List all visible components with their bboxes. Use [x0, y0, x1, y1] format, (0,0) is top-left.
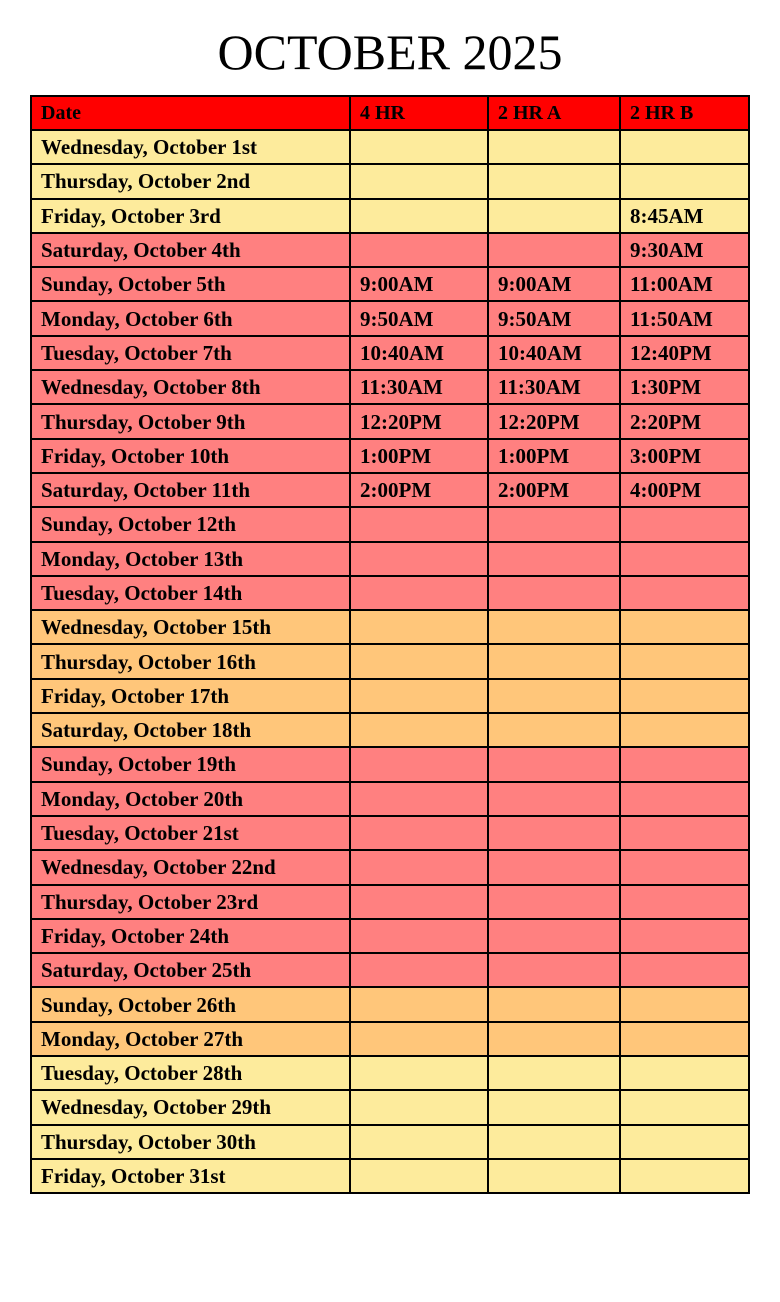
two-hr-b-cell: [620, 1159, 749, 1193]
two-hr-b-cell: [620, 610, 749, 644]
table-row: [31, 953, 749, 987]
two-hr-a-cell: [488, 919, 620, 953]
two-hr-b-cell: [620, 953, 749, 987]
two-hr-b-cell: [620, 130, 749, 164]
table-row: [31, 1125, 749, 1159]
table-row: [31, 644, 749, 678]
date-cell: Saturday, October 4th: [31, 233, 350, 267]
two-hr-b-cell: 1:30PM: [620, 370, 749, 404]
date-cell: Tuesday, October 14th: [31, 576, 350, 610]
two-hr-a-cell: [488, 747, 620, 781]
two-hr-a-cell: [488, 1159, 620, 1193]
four-hr-cell: [350, 164, 488, 198]
date-cell: Sunday, October 12th: [31, 507, 350, 541]
four-hr-cell: [350, 987, 488, 1021]
four-hr-cell: [350, 816, 488, 850]
four-hr-cell: [350, 885, 488, 919]
table-row: [31, 713, 749, 747]
table-row: [31, 507, 749, 541]
two-hr-b-cell: [620, 1022, 749, 1056]
four-hr-cell: [350, 713, 488, 747]
four-hr-cell: [350, 1056, 488, 1090]
table-row: [31, 267, 749, 301]
date-cell: Monday, October 20th: [31, 782, 350, 816]
date-cell: Friday, October 10th: [31, 439, 350, 473]
date-cell: Tuesday, October 7th: [31, 336, 350, 370]
table-row: [31, 164, 749, 198]
four-hr-cell: [350, 1022, 488, 1056]
two-hr-a-cell: 12:20PM: [488, 404, 620, 438]
four-hr-cell: [350, 850, 488, 884]
date-cell: Wednesday, October 29th: [31, 1090, 350, 1124]
two-hr-b-cell: 11:50AM: [620, 301, 749, 335]
date-cell: Monday, October 13th: [31, 542, 350, 576]
two-hr-a-cell: [488, 576, 620, 610]
two-hr-a-cell: [488, 885, 620, 919]
schedule-body: [31, 130, 749, 1193]
schedule-table: [30, 95, 750, 1194]
table-row: [31, 370, 749, 404]
table-row: [31, 816, 749, 850]
two-hr-a-cell: [488, 850, 620, 884]
two-hr-a-cell: 10:40AM: [488, 336, 620, 370]
four-hr-cell: [350, 542, 488, 576]
table-row: [31, 850, 749, 884]
four-hr-cell: [350, 199, 488, 233]
table-row: [31, 1090, 749, 1124]
four-hr-cell: [350, 576, 488, 610]
four-hr-cell: [350, 507, 488, 541]
four-hr-cell: [350, 782, 488, 816]
two-hr-a-cell: [488, 1090, 620, 1124]
table-row: [31, 782, 749, 816]
four-hr-cell: [350, 130, 488, 164]
two-hr-b-cell: [620, 164, 749, 198]
two-hr-a-cell: [488, 233, 620, 267]
two-hr-a-cell: [488, 1022, 620, 1056]
page-title: OCTOBER 2025: [217, 24, 563, 80]
two-hr-b-cell: [620, 816, 749, 850]
four-hr-cell: [350, 1159, 488, 1193]
two-hr-a-cell: 1:00PM: [488, 439, 620, 473]
table-row: [31, 301, 749, 335]
two-hr-b-cell: [620, 919, 749, 953]
two-hr-a-cell: 11:30AM: [488, 370, 620, 404]
column-header-4hr: 4 HR: [350, 96, 488, 130]
table-row: [31, 610, 749, 644]
two-hr-a-cell: [488, 542, 620, 576]
two-hr-a-cell: [488, 713, 620, 747]
two-hr-b-cell: 12:40PM: [620, 336, 749, 370]
two-hr-a-cell: [488, 164, 620, 198]
table-row: [31, 439, 749, 473]
two-hr-b-cell: [620, 885, 749, 919]
two-hr-b-cell: 9:30AM: [620, 233, 749, 267]
four-hr-cell: [350, 644, 488, 678]
four-hr-cell: 11:30AM: [350, 370, 488, 404]
four-hr-cell: [350, 919, 488, 953]
two-hr-b-cell: [620, 679, 749, 713]
two-hr-b-cell: [620, 576, 749, 610]
two-hr-a-cell: [488, 507, 620, 541]
two-hr-b-cell: [620, 987, 749, 1021]
table-row: [31, 919, 749, 953]
four-hr-cell: 12:20PM: [350, 404, 488, 438]
two-hr-b-cell: [620, 713, 749, 747]
date-cell: Wednesday, October 15th: [31, 610, 350, 644]
two-hr-a-cell: [488, 610, 620, 644]
date-cell: Friday, October 3rd: [31, 199, 350, 233]
column-header-date: Date: [31, 96, 350, 130]
four-hr-cell: 1:00PM: [350, 439, 488, 473]
date-cell: Thursday, October 30th: [31, 1125, 350, 1159]
table-row: [31, 404, 749, 438]
date-cell: Friday, October 24th: [31, 919, 350, 953]
date-cell: Thursday, October 2nd: [31, 164, 350, 198]
two-hr-b-cell: 4:00PM: [620, 473, 749, 507]
table-row: [31, 987, 749, 1021]
date-cell: Friday, October 31st: [31, 1159, 350, 1193]
two-hr-a-cell: [488, 679, 620, 713]
date-cell: Sunday, October 5th: [31, 267, 350, 301]
two-hr-b-cell: [620, 747, 749, 781]
date-cell: Sunday, October 26th: [31, 987, 350, 1021]
table-row: [31, 1022, 749, 1056]
two-hr-b-cell: [620, 1056, 749, 1090]
four-hr-cell: 9:00AM: [350, 267, 488, 301]
two-hr-a-cell: [488, 816, 620, 850]
date-cell: Sunday, October 19th: [31, 747, 350, 781]
table-row: [31, 130, 749, 164]
table-row: [31, 1159, 749, 1193]
date-cell: Saturday, October 11th: [31, 473, 350, 507]
table-row: [31, 885, 749, 919]
four-hr-cell: [350, 1090, 488, 1124]
four-hr-cell: 2:00PM: [350, 473, 488, 507]
table-row: [31, 542, 749, 576]
two-hr-b-cell: 3:00PM: [620, 439, 749, 473]
column-header-2hr-b: 2 HR B: [620, 96, 749, 130]
four-hr-cell: [350, 610, 488, 644]
two-hr-a-cell: 2:00PM: [488, 473, 620, 507]
two-hr-a-cell: [488, 782, 620, 816]
date-cell: Friday, October 17th: [31, 679, 350, 713]
four-hr-cell: 10:40AM: [350, 336, 488, 370]
two-hr-a-cell: [488, 1056, 620, 1090]
four-hr-cell: 9:50AM: [350, 301, 488, 335]
date-cell: Tuesday, October 21st: [31, 816, 350, 850]
two-hr-a-cell: [488, 644, 620, 678]
four-hr-cell: [350, 747, 488, 781]
two-hr-a-cell: [488, 1125, 620, 1159]
table-row: [31, 679, 749, 713]
header-row: [31, 96, 749, 130]
two-hr-b-cell: [620, 507, 749, 541]
date-cell: Monday, October 6th: [31, 301, 350, 335]
four-hr-cell: [350, 233, 488, 267]
two-hr-a-cell: [488, 987, 620, 1021]
table-row: [31, 747, 749, 781]
four-hr-cell: [350, 1125, 488, 1159]
date-cell: Monday, October 27th: [31, 1022, 350, 1056]
two-hr-b-cell: [620, 782, 749, 816]
date-cell: Tuesday, October 28th: [31, 1056, 350, 1090]
column-header-2hr-a: 2 HR A: [488, 96, 620, 130]
two-hr-b-cell: [620, 1125, 749, 1159]
date-cell: Wednesday, October 8th: [31, 370, 350, 404]
two-hr-a-cell: 9:00AM: [488, 267, 620, 301]
two-hr-b-cell: [620, 542, 749, 576]
table-row: [31, 576, 749, 610]
two-hr-a-cell: 9:50AM: [488, 301, 620, 335]
date-cell: Thursday, October 9th: [31, 404, 350, 438]
table-row: [31, 336, 749, 370]
date-cell: Wednesday, October 1st: [31, 130, 350, 164]
table-row: [31, 199, 749, 233]
two-hr-b-cell: 11:00AM: [620, 267, 749, 301]
two-hr-a-cell: [488, 199, 620, 233]
table-row: [31, 473, 749, 507]
date-cell: Thursday, October 23rd: [31, 885, 350, 919]
date-cell: Saturday, October 18th: [31, 713, 350, 747]
four-hr-cell: [350, 953, 488, 987]
two-hr-a-cell: [488, 130, 620, 164]
four-hr-cell: [350, 679, 488, 713]
table-row: [31, 1056, 749, 1090]
date-cell: Thursday, October 16th: [31, 644, 350, 678]
date-cell: Wednesday, October 22nd: [31, 850, 350, 884]
date-cell: Saturday, October 25th: [31, 953, 350, 987]
two-hr-b-cell: 2:20PM: [620, 404, 749, 438]
two-hr-b-cell: 8:45AM: [620, 199, 749, 233]
two-hr-b-cell: [620, 644, 749, 678]
two-hr-b-cell: [620, 1090, 749, 1124]
table-row: [31, 233, 749, 267]
two-hr-b-cell: [620, 850, 749, 884]
two-hr-a-cell: [488, 953, 620, 987]
